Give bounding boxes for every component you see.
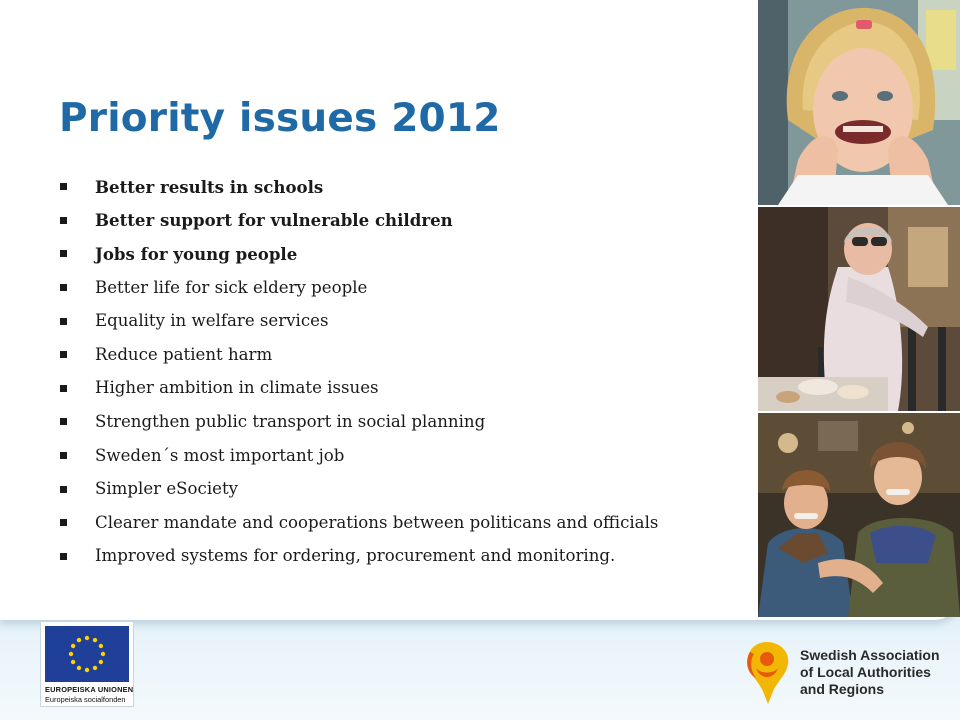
list-item-text: Reduce patient harm	[95, 344, 273, 364]
list-item-text: Equality in welfare services	[95, 311, 329, 331]
salar-line: and Regions	[800, 681, 885, 697]
elderly-woman-photo	[758, 207, 960, 411]
eu-logo-line2: Europeiska socialfonden	[45, 695, 126, 704]
list-item-text: Improved systems for ordering, procurement and monitoring.	[95, 546, 616, 566]
list-item-text: Clearer mandate and cooperations between politicans and officials	[95, 512, 659, 532]
salar-logo	[742, 638, 952, 708]
list-item	[58, 372, 658, 406]
list-item	[58, 170, 658, 204]
young-people-photo	[758, 413, 960, 617]
slide-title: Priority issues 2012	[59, 96, 501, 141]
photo-column	[758, 0, 960, 617]
list-item	[58, 304, 658, 338]
priority-list	[58, 170, 658, 573]
list-item-text: Better support for vulnerable children	[95, 210, 453, 231]
bullet-square-icon	[60, 553, 67, 560]
bullet-square-icon	[60, 284, 67, 291]
list-item	[58, 237, 658, 271]
bullet-square-icon	[60, 250, 67, 257]
eu-logo-line1: EUROPEISKA UNIONEN	[45, 685, 134, 694]
list-item-text: Higher ambition in climate issues	[95, 378, 379, 398]
bullet-square-icon	[60, 519, 67, 526]
bullet-square-icon	[60, 351, 67, 358]
bullet-square-icon	[60, 452, 67, 459]
list-item	[58, 271, 658, 305]
list-item	[58, 338, 658, 372]
list-item-text: Better life for sick eldery people	[95, 277, 368, 297]
eu-flag-icon	[45, 626, 129, 682]
bullet-square-icon	[60, 385, 67, 392]
salar-line: Swedish Association	[800, 647, 940, 663]
list-item	[58, 405, 658, 439]
list-item-text: Jobs for young people	[95, 243, 298, 264]
child-photo	[758, 0, 960, 205]
list-item	[58, 506, 658, 540]
list-item	[58, 472, 658, 506]
list-item	[58, 204, 658, 238]
salar-line: of Local Authorities	[800, 664, 931, 680]
list-item-text: Better results in schools	[95, 176, 324, 197]
eu-logo	[40, 621, 134, 707]
salar-name	[800, 647, 940, 698]
list-item-text: Sweden´s most important job	[95, 445, 345, 465]
bullet-square-icon	[60, 418, 67, 425]
bullet-square-icon	[60, 217, 67, 224]
bullet-square-icon	[60, 486, 67, 493]
list-item-text: Strengthen public transport in social planning	[95, 411, 486, 431]
bullet-square-icon	[60, 183, 67, 190]
salar-emblem-icon	[742, 638, 792, 704]
list-item	[58, 439, 658, 473]
list-item	[58, 540, 658, 574]
list-item-text: Simpler eSociety	[95, 479, 239, 499]
bullet-square-icon	[60, 318, 67, 325]
